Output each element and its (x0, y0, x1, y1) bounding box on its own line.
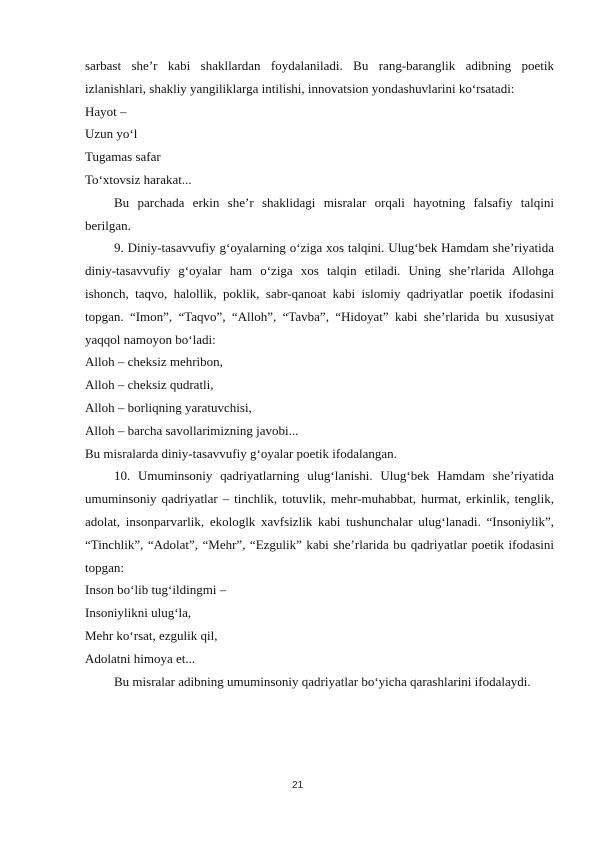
verse-line: Alloh – cheksiz mehribon, (85, 354, 223, 370)
paragraph-section-9: 9. Diniy-tasavvufiy g‘oyalarning o‘ziga xos talqini. Ulug‘bek Hamdam she’riyatida diniy-tasavvufiy g‘oyalar ham o‘ziga xos talqin etiladi. Uning she’rlarida Allohga ishonch, taqvo, halollik, poklik, sabr-qanoat kabi islomiy qadriyatlar poetik ifodasini topgan. “Imon”, “Taqvo”, “Alloh”, “Tavba”, “Hidoyat” kabi she’rlarida bu xususiyat yaqqol namoyon bo‘ladi: (85, 240, 554, 347)
verse-line: Hayot – (85, 103, 127, 119)
verse-line: Uzun yo‘l (85, 126, 138, 142)
verse-line: Tugamas safar (85, 149, 161, 165)
paragraph-commentary: Bu parchada erkin she’r shaklidagi misralar orqali hayotning falsafiy talqini berilgan. (85, 194, 554, 233)
verse-commentary: Bu misralarda diniy-tasavvufiy g‘oyalar poetik ifodalangan. (85, 445, 397, 461)
page-number: 21 (291, 780, 304, 791)
verse-line: Mehr ko‘rsat, ezgulik qil, (85, 627, 218, 643)
paragraph-intro: sarbast she’r kabi shakllardan foydalaniladi. Bu rang-baranglik adibning poetik izlanishlari, shakliy yangiliklarga intilishi, innovatsion yondashuvlarini ko‘rsatadi: (85, 58, 554, 96)
verse-line: Inson bo‘lib tug‘ildingmi – (85, 582, 227, 598)
paragraph-section-10: 10. Umuminsoniy qadriyatlarning ulug‘lanishi. Ulug‘bek Hamdam she’riyatida umuminsoniy qadriyatlar – tinchlik, totuvlik, mehr-muhabbat, hurmat, erkinlik, tenglik, adolat, insonparvarlik, ekologlk xavfsizlik kabi tushunchalar ulug‘lanadi. “Insoniylik”, “Tinchlik”, “Adolat”, “Mehr”, “Ezgulik” kabi she’rlarida bu qadriyatlar poetik ifodasini topgan: (85, 468, 554, 575)
page-body (85, 55, 554, 693)
verse-line: To‘xtovsiz harakat... (85, 171, 192, 187)
verse-line: Alloh – cheksiz qudratli, (85, 377, 214, 393)
paragraph-conclusion: Bu misralar adibning umuminsoniy qadriyatlar bo‘yicha qarashlarini ifodalaydi. (114, 673, 531, 689)
verse-line: Alloh – barcha savollarimizning javobi... (85, 422, 299, 438)
verse-line: Insoniylikni ulug‘la, (85, 605, 192, 621)
verse-line: Alloh – borliqning yaratuvchisi, (85, 399, 252, 415)
verse-line: Adolatni himoya et... (85, 650, 196, 666)
